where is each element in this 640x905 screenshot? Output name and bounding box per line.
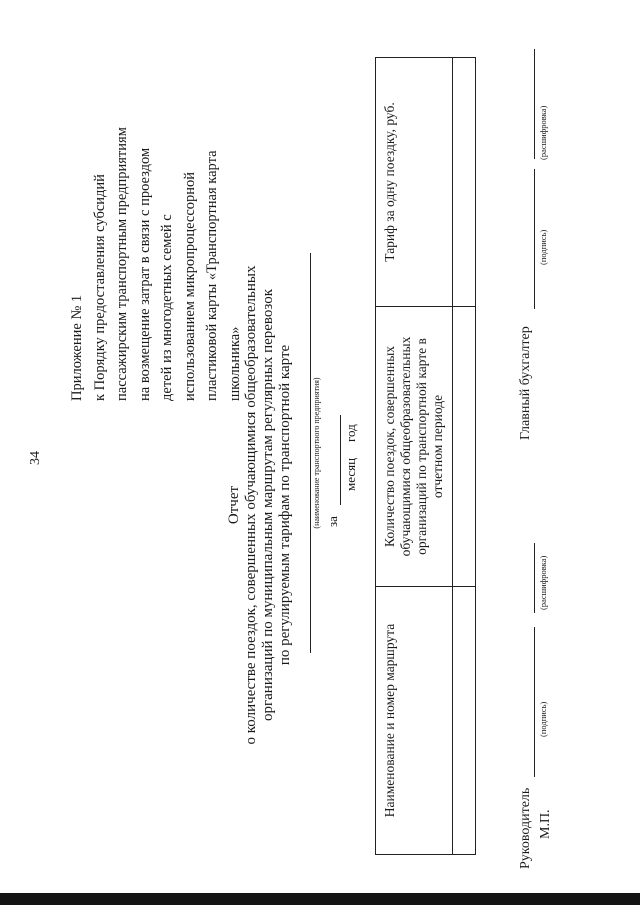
appendix-line: школьника» — [226, 326, 243, 401]
accountant-signature-line — [534, 169, 535, 309]
table-header-row — [376, 58, 453, 855]
appendix-line: на возмещение затрат в связи с проездом — [136, 147, 153, 401]
period-year: год — [343, 424, 358, 442]
table-row — [453, 58, 476, 855]
period-line — [340, 415, 341, 505]
director-signature-line — [534, 627, 535, 777]
enterprise-caption: (наименование транспортного предприятия) — [312, 377, 321, 529]
table-cell — [453, 307, 476, 587]
appendix-line: пассажирским транспортным предприятиям — [114, 127, 130, 401]
scan-dark-edge — [0, 893, 640, 905]
accountant-signature-caption: (подпись) — [538, 229, 548, 265]
director-signature-caption: (подпись) — [538, 701, 548, 737]
appendix-line: использованием микропроцессорной — [181, 171, 198, 401]
appendix-line: Приложение № 1 — [69, 294, 85, 401]
director-decipher-line — [534, 543, 535, 613]
seal-label: М.П. — [538, 809, 553, 839]
period-month: месяц — [343, 457, 358, 491]
director-label: Руководитель — [518, 787, 533, 869]
header-route: Наименование и номер маршрута — [376, 587, 453, 855]
appendix-line: пластиковой карты «Транспортная карта — [204, 150, 220, 401]
appendix-note — [66, 41, 246, 401]
director-decipher-caption: (расшифровка) — [538, 555, 548, 610]
table-cell — [453, 58, 476, 307]
accountant-decipher-line — [534, 49, 535, 159]
period-za: за — [325, 516, 340, 527]
accountant-label: Главный бухгалтер — [518, 326, 533, 440]
appendix-line: детей из многодетных семей с — [159, 214, 175, 401]
report-title-line: по регулируемым тарифам по транспортной карте — [277, 344, 293, 666]
report-title — [226, 255, 294, 755]
enterprise-name-line — [310, 253, 311, 653]
appendix-line: к Порядку предоставления субсидий — [91, 174, 108, 401]
header-trips: Количество поездок, совершенных обучающимися общеобразовательных организаций по транспортной карте в отчетном периоде — [376, 307, 453, 587]
header-tariff: Тариф за одну поездку, руб. — [376, 58, 453, 307]
report-title-line: организаций по муниципальным маршрутам регулярных перевозок — [260, 288, 276, 722]
table-cell — [453, 587, 476, 855]
accountant-decipher-caption: (расшифровка) — [538, 105, 548, 160]
report-title-line: о количестве поездок, совершенных обучающимися общеобразовательных — [243, 265, 259, 745]
report-table — [375, 57, 476, 855]
page-number: 34 — [28, 451, 43, 465]
report-heading: Отчет — [226, 485, 242, 525]
